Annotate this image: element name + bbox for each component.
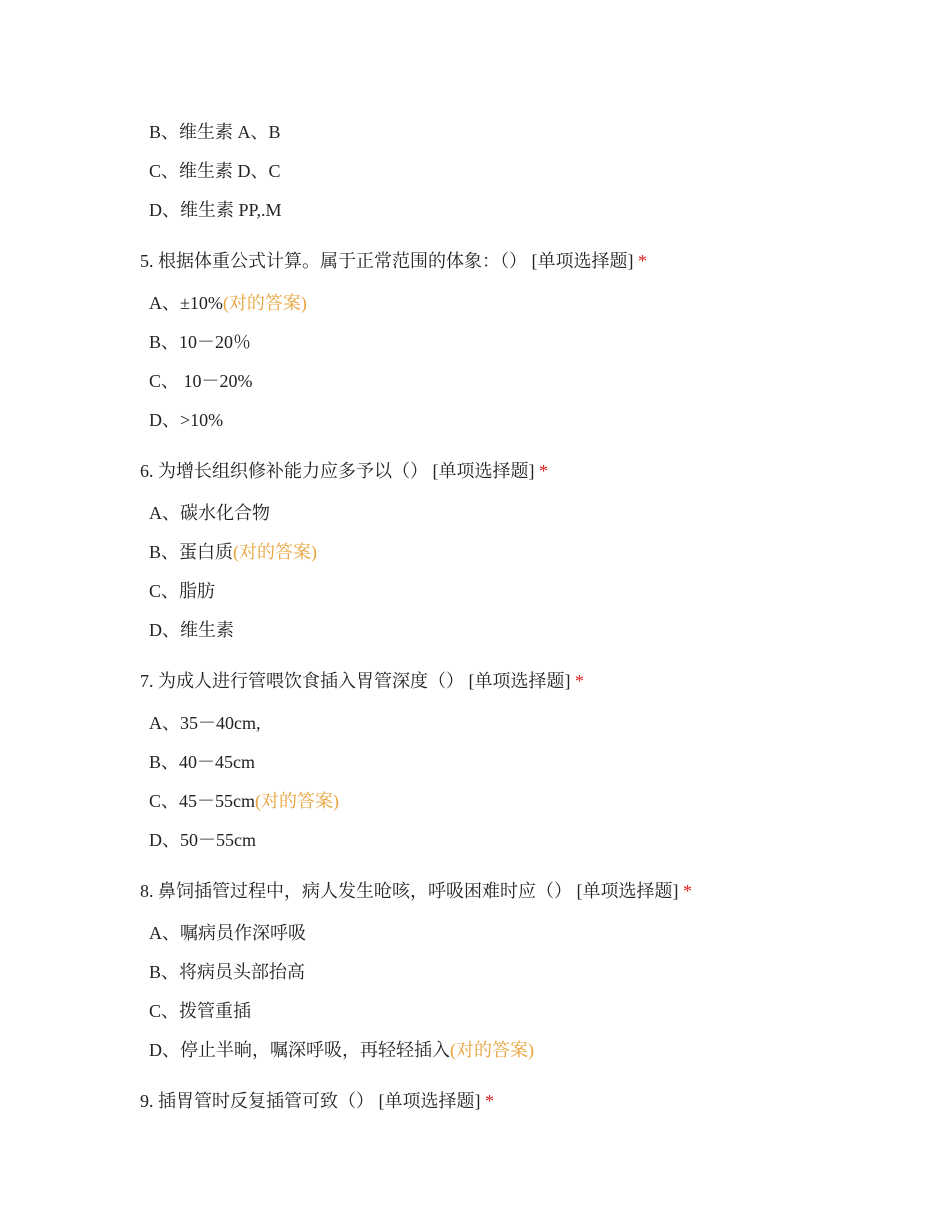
option-item: B、40－45cm [149, 752, 255, 772]
option-item: D、>10% [149, 410, 224, 430]
question-title: 7. 为成人进行管喂饮食插入胃管深度（） [单项选择题] * [140, 671, 584, 691]
option-item: B、10－20％ [149, 332, 252, 352]
option-item: A、嘱病员作深呼吸 [149, 923, 306, 943]
correct-answer-mark: (对的答案) [450, 1040, 534, 1060]
option-item: B、蛋白质(对的答案) [149, 542, 318, 562]
option-item: A、±10%(对的答案) [149, 293, 307, 313]
option-item: C、 10－20% [149, 371, 253, 391]
required-star: * [539, 461, 548, 481]
option-item: A、35－40cm, [149, 713, 261, 733]
option-item: A、碳水化合物 [149, 503, 270, 523]
option-item: C、45－55cm(对的答案) [149, 791, 339, 811]
option-item: C、维生素 D、C [149, 161, 281, 181]
option-item: D、维生素 [149, 620, 234, 640]
correct-answer-mark: (对的答案) [233, 542, 318, 562]
option-item: C、脂肪 [149, 581, 216, 601]
question-title: 5. 根据体重公式计算。属于正常范围的体象：（） [单项选择题] * [140, 251, 647, 271]
required-star: * [575, 671, 584, 691]
required-star: * [638, 251, 647, 271]
required-star: * [683, 881, 692, 901]
option-item: C、拨管重插 [149, 1001, 252, 1021]
option-item: B、将病员头部抬高 [149, 962, 306, 982]
option-item: D、停止半晌，嘱深呼吸，再轻轻插入(对的答案) [149, 1040, 534, 1060]
correct-answer-mark: (对的答案) [255, 791, 339, 811]
question-title: 6. 为增长组织修补能力应多予以（） [单项选择题] * [140, 461, 548, 481]
option-item: D、维生素 PP,.M [149, 200, 282, 220]
correct-answer-mark: (对的答案) [222, 293, 307, 313]
question-title: 9. 插胃管时反复插管可致（） [单项选择题] * [140, 1091, 494, 1111]
required-star: * [485, 1091, 494, 1111]
option-item: B、维生素 A、B [149, 122, 281, 142]
option-item: D、50－55cm [149, 830, 256, 850]
question-title: 8. 鼻饲插管过程中，病人发生呛咳，呼吸困难时应（） [单项选择题] * [140, 881, 692, 901]
